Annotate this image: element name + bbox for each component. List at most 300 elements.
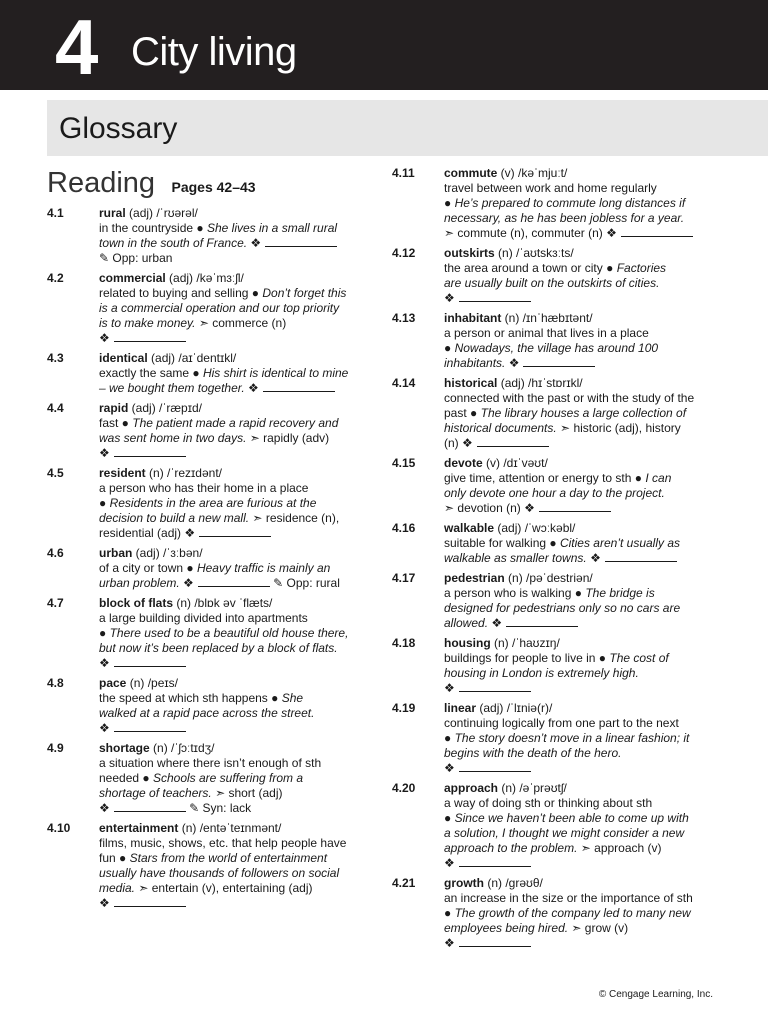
- example-text: Nowadays, the village has around 100: [454, 341, 659, 355]
- answer-blank: [459, 690, 531, 692]
- answer-blank: [459, 300, 531, 302]
- entry-line: [99, 286, 371, 301]
- definition-text: (n) /əˈprəʊtʃ/: [498, 781, 567, 795]
- example-text: Since we haven’t been able to come up with: [454, 811, 689, 825]
- example-text: Don’t forget this: [262, 286, 347, 300]
- definition-text: (n) /ˈaʊtskɜːts/: [494, 246, 574, 260]
- definition-text: ❖: [99, 656, 110, 670]
- entry-line: [99, 206, 371, 221]
- answer-blank: [114, 340, 186, 342]
- headword: entertainment: [99, 821, 179, 835]
- entry-line: [99, 786, 371, 801]
- definition-text: (n) /grəʊθ/: [484, 876, 543, 890]
- entry-line: [99, 431, 371, 446]
- entry-line: [99, 271, 371, 286]
- entry-body: [444, 636, 719, 696]
- glossary-title: Glossary: [59, 112, 178, 145]
- example-text: walkable as smaller towns.: [444, 551, 587, 565]
- definition-text: (adj) /ˈlɪniə(r)/: [476, 701, 553, 715]
- entry-line: [444, 356, 719, 371]
- entry-line: [99, 511, 371, 526]
- definition-text: ❖: [244, 381, 259, 395]
- example-text: Residents in the area are furious at the: [109, 496, 317, 510]
- definition-text: suitable for walking ●: [444, 536, 560, 550]
- section-title: Reading: [47, 167, 156, 199]
- entry-line: [99, 851, 371, 866]
- entry-line: [99, 481, 371, 496]
- entry-line: [444, 811, 719, 826]
- entry-line: [444, 166, 719, 181]
- entry-line: [99, 896, 371, 911]
- entry-line: [99, 721, 371, 736]
- definition-text: (v) /dɪˈvəʊt/: [482, 456, 548, 470]
- definition-text: ➣ grow (v): [568, 921, 629, 935]
- entry-line: [444, 746, 719, 761]
- entry-body: [444, 876, 719, 951]
- definition-text: ❖: [444, 936, 455, 950]
- entry-line: [99, 836, 371, 851]
- definition-text: give time, attention or energy to sth ●: [444, 471, 646, 485]
- entry-line: [444, 456, 719, 471]
- entry-line: [444, 246, 719, 261]
- entry-line: [99, 706, 371, 721]
- definition-text: connected with the past or with the study of the: [444, 391, 695, 405]
- entry-line: [99, 611, 371, 626]
- example-text: – we bought them together.: [99, 381, 245, 395]
- example-text: There used to be a beautiful old house there,: [109, 626, 349, 640]
- definition-text: ❖: [99, 896, 110, 910]
- definition-text: ➣ entertain (v), entertaining (adj): [135, 881, 313, 895]
- headword: approach: [444, 781, 499, 795]
- entry-line: [444, 276, 719, 291]
- definition-text: (adj) /ˈræpɪd/: [128, 401, 202, 415]
- entry-line: [444, 906, 719, 921]
- answer-blank: [459, 770, 531, 772]
- entry-line: [444, 891, 719, 906]
- definition-text: a situation where there isn’t enough of sth: [99, 756, 322, 770]
- example-text: media.: [99, 881, 136, 895]
- definition-text: (n) /peɪs/: [126, 676, 178, 690]
- entry-body: [444, 166, 719, 241]
- definition-text: ●: [444, 811, 455, 825]
- definition-text: ❖: [247, 236, 262, 250]
- entry-body: [99, 676, 371, 736]
- entry-line: [444, 586, 719, 601]
- example-text: Factories: [616, 261, 667, 275]
- definition-text: ●: [444, 196, 455, 210]
- example-text: He’s prepared to commute long distances if: [454, 196, 686, 210]
- entry-line: [99, 446, 371, 461]
- definition-text: ✎ Opp: rural: [269, 576, 340, 590]
- entry-line: [444, 211, 719, 226]
- entry-line: [99, 821, 371, 836]
- entry-line: [99, 316, 371, 331]
- answer-blank: [459, 945, 531, 947]
- headword: historical: [444, 376, 498, 390]
- definition-text: a person who has their home in a place: [99, 481, 309, 495]
- entry-line: [99, 301, 371, 316]
- definition-text: (adj) /ˈɜːbən/: [132, 546, 203, 560]
- definition-text: buildings for people to live in ●: [444, 651, 610, 665]
- entry-number: 4.18: [392, 636, 416, 650]
- entry-body: [99, 821, 371, 911]
- entry-line: [444, 501, 719, 516]
- definition-text: (n) /ˈhaʊzɪŋ/: [490, 636, 560, 650]
- entry-line: [99, 676, 371, 691]
- entry-number: 4.11: [392, 166, 415, 180]
- definition-text: a large building divided into apartments: [99, 611, 308, 625]
- unit-header-bar: [0, 0, 768, 90]
- entry-line: [444, 311, 719, 326]
- definition-text: ➣ short (adj): [211, 786, 283, 800]
- entry-line: [99, 546, 371, 561]
- entry-body: [99, 466, 371, 541]
- definition-text: a way of doing sth or thinking about sth: [444, 796, 653, 810]
- answer-blank: [114, 810, 186, 812]
- entry-line: [444, 651, 719, 666]
- entry-number: 4.5: [47, 466, 64, 480]
- definition-text: fun ●: [99, 851, 130, 865]
- entry-line: [99, 221, 371, 236]
- entry-line: [444, 551, 719, 566]
- unit-title: City living: [131, 30, 297, 74]
- entry-number: 4.15: [392, 456, 416, 470]
- example-text: only devote one hour a day to the project.: [444, 486, 665, 500]
- headword: identical: [99, 351, 148, 365]
- answer-blank: [506, 625, 578, 627]
- entry-line: [99, 526, 371, 541]
- answer-blank: [539, 510, 611, 512]
- definition-text: ❖: [99, 446, 110, 460]
- definition-text: ●: [444, 906, 455, 920]
- definition-text: ❖: [99, 721, 110, 735]
- entry-line: [99, 381, 371, 396]
- entry-line: [444, 921, 719, 936]
- example-text: Schools are suffering from a: [152, 771, 304, 785]
- definition-text: ➣ commerce (n): [195, 316, 287, 330]
- entry-line: [444, 826, 719, 841]
- entry-line: [444, 571, 719, 586]
- entry-line: [444, 731, 719, 746]
- example-text: historical documents.: [444, 421, 557, 435]
- headword: walkable: [444, 521, 495, 535]
- entry-body: [99, 401, 371, 461]
- example-text: Cities aren’t usually as: [559, 536, 681, 550]
- definition-text: ➣ residence (n),: [249, 511, 340, 525]
- definition-text: residential (adj) ❖: [99, 526, 196, 540]
- entry-number: 4.16: [392, 521, 416, 535]
- section-heading: [47, 163, 256, 203]
- headword: block of flats: [99, 596, 174, 610]
- definition-text: (n) /pəˈdestriən/: [504, 571, 593, 585]
- entry-number: 4.9: [47, 741, 64, 755]
- definition-text: ❖: [444, 291, 455, 305]
- entry-line: [444, 521, 719, 536]
- definition-text: (adj) /hɪˈstɒrɪkl/: [497, 376, 583, 390]
- unit-number: 4: [55, 3, 99, 91]
- entry-line: [99, 866, 371, 881]
- example-text: allowed.: [444, 616, 489, 630]
- glossary-band: [47, 100, 768, 156]
- entry-line: [99, 741, 371, 756]
- headword: inhabitant: [444, 311, 502, 325]
- entry-line: [444, 701, 719, 716]
- entry-number: 4.2: [47, 271, 64, 285]
- entry-body: [444, 456, 719, 516]
- entry-line: [444, 421, 719, 436]
- entry-body: [99, 596, 371, 671]
- definition-text: ●: [444, 341, 455, 355]
- example-text: but now it’s been replaced by a block of flats.: [99, 641, 338, 655]
- definition-text: (adj) /ˈrʊərəl/: [125, 206, 198, 220]
- definition-text: ●: [99, 496, 110, 510]
- definition-text: (n) /entəˈteɪnmənt/: [178, 821, 282, 835]
- entry-body: [99, 271, 371, 346]
- definition-text: the speed at which sth happens ●: [99, 691, 282, 705]
- entry-line: [444, 636, 719, 651]
- entry-line: [444, 876, 719, 891]
- entry-line: [99, 596, 371, 611]
- copyright: © Cengage Learning, Inc.: [598, 989, 713, 1000]
- entry-line: [99, 756, 371, 771]
- entry-line: [99, 771, 371, 786]
- example-text: town in the south of France.: [99, 236, 248, 250]
- entry-line: [444, 616, 719, 631]
- answer-blank: [199, 535, 271, 537]
- entry-line: [444, 536, 719, 551]
- entry-line: [444, 856, 719, 871]
- definition-text: ❖: [505, 356, 520, 370]
- answer-blank: [114, 905, 186, 907]
- entry-line: [99, 351, 371, 366]
- entry-body: [444, 521, 719, 566]
- example-text: walked at a rapid pace across the street.: [99, 706, 315, 720]
- example-text: Heavy traffic is mainly an: [196, 561, 331, 575]
- entry-number: 4.8: [47, 676, 64, 690]
- entry-line: [444, 796, 719, 811]
- answer-blank: [523, 365, 595, 367]
- definition-text: ➣ historic (adj), history: [556, 421, 681, 435]
- entry-line: [444, 326, 719, 341]
- example-text: The growth of the company led to many new: [454, 906, 691, 920]
- definition-text: past ●: [444, 406, 481, 420]
- example-text: a solution, I thought we might consider a new: [444, 826, 685, 840]
- entry-number: 4.19: [392, 701, 416, 715]
- example-text: She lives in a small rural: [206, 221, 338, 235]
- example-text: The bridge is: [585, 586, 655, 600]
- definition-text: ●: [444, 731, 455, 745]
- definition-text: ➣ commute (n), commuter (n) ❖: [444, 226, 617, 240]
- entry-line: [444, 681, 719, 696]
- definition-text: ✎ Syn: lack: [185, 801, 252, 815]
- headword: linear: [444, 701, 477, 715]
- example-text: The story doesn’t move in a linear fashion; it: [454, 731, 690, 745]
- answer-blank: [459, 865, 531, 867]
- example-text: urban problem.: [99, 576, 180, 590]
- entry-number: 4.13: [392, 311, 416, 325]
- entry-number: 4.10: [47, 821, 71, 835]
- entry-line: [99, 691, 371, 706]
- example-text: She: [281, 691, 304, 705]
- definition-text: (n) /ɪnˈhæbɪtənt/: [501, 311, 593, 325]
- entry-body: [444, 376, 719, 451]
- headword: urban: [99, 546, 133, 560]
- definition-text: ❖: [99, 801, 110, 815]
- answer-blank: [621, 235, 693, 237]
- headword: devote: [444, 456, 483, 470]
- entry-line: [99, 801, 371, 816]
- definition-text: related to buying and selling ●: [99, 286, 263, 300]
- example-text: His shirt is identical to mine: [202, 366, 349, 380]
- entry-line: [99, 626, 371, 641]
- entry-line: [99, 656, 371, 671]
- definition-text: a person or animal that lives in a place: [444, 326, 649, 340]
- entry-line: [99, 236, 371, 251]
- entry-line: [444, 196, 719, 211]
- example-text: I can: [645, 471, 672, 485]
- definition-text: (n) /ˈʃɔːtɪdʒ/: [149, 741, 215, 755]
- entry-line: [444, 406, 719, 421]
- headword: growth: [444, 876, 484, 890]
- example-text: The patient made a rapid recovery and: [132, 416, 339, 430]
- definition-text: ❖: [99, 331, 110, 345]
- example-text: The cost of: [609, 651, 669, 665]
- entry-line: [444, 601, 719, 616]
- entry-body: [444, 781, 719, 871]
- answer-blank: [114, 455, 186, 457]
- headword: commute: [444, 166, 498, 180]
- headword: rapid: [99, 401, 129, 415]
- entry-line: [99, 251, 371, 266]
- headword: commercial: [99, 271, 166, 285]
- example-text: housing in London is extremely high.: [444, 666, 639, 680]
- definition-text: (adj) /aɪˈdentɪkl/: [147, 351, 237, 365]
- definition-text: films, music, shows, etc. that help people have: [99, 836, 347, 850]
- entry-line: [444, 666, 719, 681]
- example-text: inhabitants.: [444, 356, 506, 370]
- definition-text: (n) ❖: [444, 436, 473, 450]
- example-text: begins with the death of the hero.: [444, 746, 622, 760]
- definition-text: ➣ devotion (n) ❖: [444, 501, 535, 515]
- definition-text: fast ●: [99, 416, 133, 430]
- entry-body: [99, 351, 371, 396]
- entry-line: [99, 576, 371, 591]
- definition-text: a person who is walking ●: [444, 586, 586, 600]
- entry-line: [99, 366, 371, 381]
- headword: shortage: [99, 741, 150, 755]
- entry-number: 4.17: [392, 571, 416, 585]
- entry-line: [444, 781, 719, 796]
- entry-body: [99, 206, 371, 266]
- entry-body: [99, 741, 371, 816]
- headword: rural: [99, 206, 126, 220]
- answer-blank: [263, 390, 335, 392]
- definition-text: needed ●: [99, 771, 153, 785]
- entry-line: [99, 496, 371, 511]
- example-text: Stars from the world of entertainment: [129, 851, 328, 865]
- definition-text: the area around a town or city ●: [444, 261, 617, 275]
- answer-blank: [265, 245, 337, 247]
- entry-number: 4.14: [392, 376, 416, 390]
- entry-line: [444, 486, 719, 501]
- entry-line: [444, 391, 719, 406]
- example-text: The library houses a large collection of: [480, 406, 687, 420]
- entry-number: 4.6: [47, 546, 64, 560]
- entry-line: [99, 881, 371, 896]
- entry-line: [444, 716, 719, 731]
- entry-number: 4.3: [47, 351, 64, 365]
- answer-blank: [605, 560, 677, 562]
- entry-line: [444, 376, 719, 391]
- entry-line: [444, 436, 719, 451]
- section-pages: Pages 42–43: [171, 179, 256, 195]
- definition-text: (adj) /kəˈmɜːʃl/: [165, 271, 244, 285]
- entry-body: [99, 546, 371, 591]
- headword: outskirts: [444, 246, 495, 260]
- entry-number: 4.21: [392, 876, 416, 890]
- entry-line: [99, 641, 371, 656]
- entry-line: [444, 291, 719, 306]
- example-text: are usually built on the outskirts of cities.: [444, 276, 660, 290]
- entry-line: [444, 341, 719, 356]
- definition-text: ❖: [444, 761, 455, 775]
- definition-text: ❖: [444, 856, 455, 870]
- entry-number: 4.1: [47, 206, 64, 220]
- example-text: usually have thousands of followers on social: [99, 866, 340, 880]
- definition-text: (v) /kəˈmjuːt/: [497, 166, 568, 180]
- entry-body: [444, 311, 719, 371]
- entry-line: [99, 331, 371, 346]
- entry-number: 4.4: [47, 401, 64, 415]
- example-text: shortage of teachers.: [99, 786, 212, 800]
- definition-text: exactly the same ●: [99, 366, 203, 380]
- entry-line: [99, 561, 371, 576]
- entry-line: [444, 841, 719, 856]
- definition-text: (adj) /ˈwɔːkəbl/: [494, 521, 576, 535]
- entry-line: [99, 401, 371, 416]
- definition-text: (n) /blɒk əv ˈflæts/: [173, 596, 273, 610]
- definition-text: travel between work and home regularly: [444, 181, 657, 195]
- headword: pace: [99, 676, 127, 690]
- definition-text: ❖: [179, 576, 194, 590]
- answer-blank: [114, 730, 186, 732]
- entry-line: [99, 466, 371, 481]
- headword: pedestrian: [444, 571, 505, 585]
- example-text: approach to the problem.: [444, 841, 578, 855]
- definition-text: ❖: [444, 681, 455, 695]
- entry-line: [444, 471, 719, 486]
- definition-text: ➣ approach (v): [577, 841, 662, 855]
- definition-text: continuing logically from one part to the next: [444, 716, 679, 730]
- entry-body: [444, 246, 719, 306]
- example-text: decision to build a new mall.: [99, 511, 250, 525]
- entry-body: [444, 571, 719, 631]
- entry-line: [444, 261, 719, 276]
- entry-number: 4.20: [392, 781, 416, 795]
- definition-text: an increase in the size or the importance of sth: [444, 891, 693, 905]
- answer-blank: [114, 665, 186, 667]
- answer-blank: [198, 585, 270, 587]
- example-text: employees being hired.: [444, 921, 569, 935]
- definition-text: (n) /ˈrezɪdənt/: [145, 466, 222, 480]
- definition-text: ✎ Opp: urban: [99, 251, 173, 265]
- example-text: is a commercial operation and our top priority: [99, 301, 340, 315]
- example-text: was sent home in two days.: [99, 431, 247, 445]
- entry-number: 4.12: [392, 246, 416, 260]
- entry-line: [99, 416, 371, 431]
- example-text: is to make money.: [99, 316, 196, 330]
- entry-line: [444, 181, 719, 196]
